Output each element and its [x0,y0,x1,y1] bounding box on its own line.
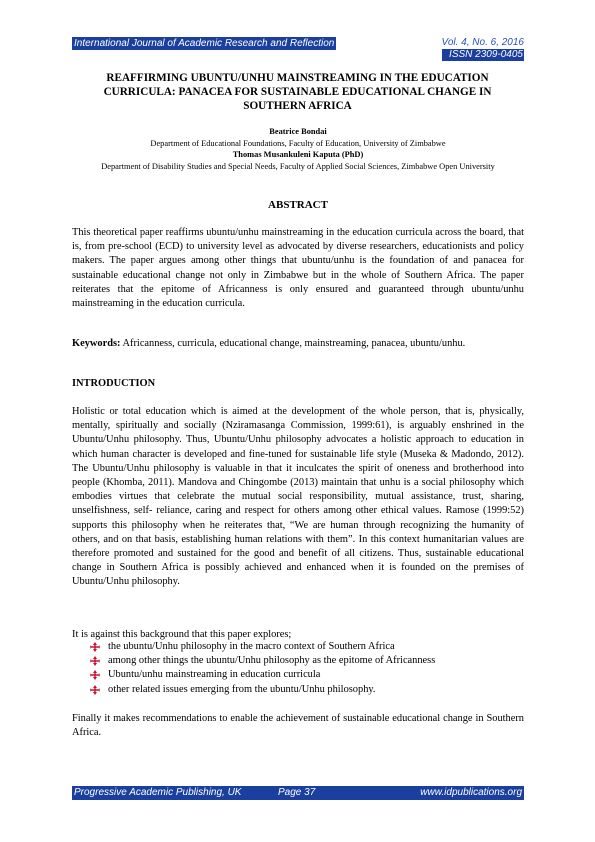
keywords-label: Keywords: [72,338,121,349]
publisher-url[interactable]: www.idpublications.org [420,787,522,798]
list-item [90,654,524,668]
introduction-paragraph: Finally it makes recommendations to enable the achievement of sustainable educational change in Southern Africa. [72,713,524,739]
introduction-heading: INTRODUCTION [72,378,156,389]
abstract-heading: ABSTRACT [268,199,328,211]
objectives-list [90,640,524,697]
author-affiliation: Department of Educational Foundations, Faculty of Education, University of Zimbabwe [150,138,446,148]
list-item-text: among other things the ubuntu/Unhu philosophy as the epitome of Africanness [108,655,436,667]
introduction-paragraph: Holistic or total education which is aimed at the development of the whole person, that is, physically, mentally, spiritually and socially (Nziramasanga Commission, 1999:61), is arguably enshrined in the Ubuntu/Unhu philosophy. Thus, Ubuntu/Unhu philosophy advocates a holistic approach to education in which human character is developed and fine-tuned for sustainable life style (Museka & Madondo, 2012). The Ubuntu/Unhu philosophy is valuable in that it inculcates the spirit of oneness and brotherhood into people (Khomba, 2011). Mandova and Chingombe (2013) maintain that unhu is a social philosophy which embodies virtues that celebrate the mutual social responsibility, mutual assistance, trust, sharing, unselfishness, self- reliance, caring and respect for others among other ethical values. Ramose (1999:52) supports this philosophy when he reiterates that, “We are human through recognizing the humanity of others, and on that basis, establishing human relations with them”. In this context humanitarian values are therefore promoted and sustained for the good and benefit of all citizens. Thus, sustainable educational change in Southern Africa is possibly achieved and enhanced when it is founded on the premises of Ubuntu/Unhu philosophy. [72,406,524,588]
author-name: Beatrice Bondai [269,127,327,136]
list-item [90,640,524,654]
keywords-list: Africanness, curricula, educational change, mainstreaming, panacea, ubuntu/unhu. [120,338,466,349]
journal-issue-info [442,37,524,61]
author-block [72,126,524,172]
list-item-text: the ubuntu/Unhu philosophy in the macro context of Southern Africa [108,641,395,652]
running-header [72,37,524,67]
publisher-name: Progressive Academic Publishing, UK [74,787,242,798]
running-footer [72,786,524,800]
list-item-text: Ubuntu/unhu mainstreaming in education curricula [108,669,321,681]
arrow-cross-bullet-icon [90,656,100,666]
paper-title: REAFFIRMING UBUNTU/UNHU MAINSTREAMING IN THE EDUCATION CURRICULA: PANACEA FOR SUSTAINABLE EDUCATIONAL CHANGE IN SOUTHERN AFRICA [103,72,492,112]
keywords [72,337,524,351]
introduction-paragraph: It is against this background that this paper explores; [72,629,292,640]
arrow-cross-bullet-icon [90,642,100,652]
author-affiliation: Department of Disability Studies and Special Needs, Faculty of Applied Social Sciences, Zimbabwe Open University [101,161,495,171]
journal-name: International Journal of Academic Research and Reflection [74,38,335,49]
page-number: Page 37 [278,787,316,798]
issn: ISSN 2309-0405 [442,49,524,61]
arrow-cross-bullet-icon [90,685,100,695]
list-item-text: other related issues emerging from the ubuntu/Unhu philosophy. [108,683,376,695]
list-item [90,683,524,697]
abstract-text: This theoretical paper reaffirms ubuntu/unhu mainstreaming in the education curricula across the board, that is, from pre-school (ECD) to university level as advocated by diverse researchers, educationists and policy makers. The paper argues among other things that ubuntu/unhu is the foundation of and panacea for sustainable educational change not only in Zimbabwe but in the whole of Southern Africa. The paper reiterates that the epitome of Africanness is only ensured and guaranteed through ubuntu/unhu mainstreaming in the education curricula. [72,227,524,310]
volume-issue: Vol. 4, No. 6, 2016 [441,37,524,48]
author-name: Thomas Musankuleni Kaputa (PhD) [232,150,364,159]
arrow-cross-bullet-icon [90,670,100,680]
list-item [90,668,524,682]
